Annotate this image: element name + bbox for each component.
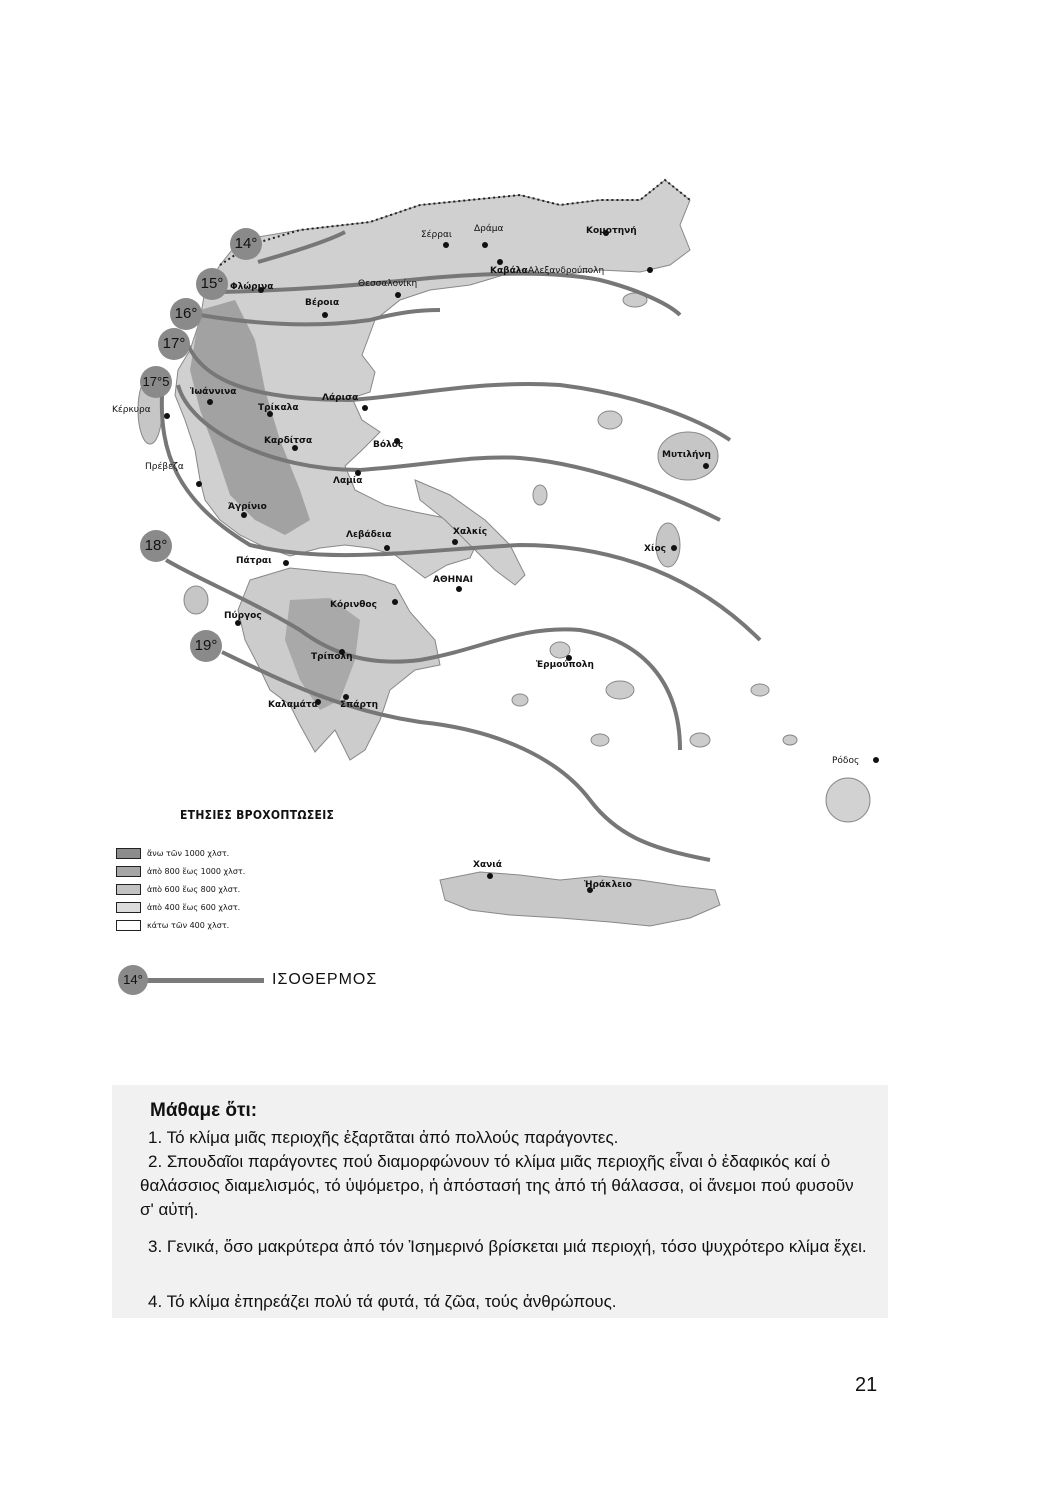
rhodes (826, 778, 870, 822)
city-label: Τρίπολη (311, 652, 353, 662)
city-label: Χαλκίς (453, 527, 488, 537)
legend-swatch (116, 902, 141, 913)
lemnos (598, 411, 622, 429)
isotherm-key-label: ΙΣΟΘΕΡΜΟΣ (272, 971, 378, 988)
zakynthos-cephalonia (184, 586, 208, 614)
city-label: Βέροια (305, 298, 340, 308)
isotherm-badge: 19° (190, 630, 222, 662)
island (690, 733, 710, 747)
legend-label: κάτω τῶν 400 χλστ. (147, 921, 230, 930)
city-label: Θεσσαλονίκη (358, 279, 418, 289)
city-label: Ἑρμούπολη (536, 660, 594, 670)
page-number: 21 (855, 1374, 878, 1396)
island (533, 485, 547, 505)
city-label: Καβάλα (490, 266, 528, 276)
isotherm-badge: 17° (158, 328, 190, 360)
island (591, 734, 609, 746)
city-label: ΑΘΗΝΑΙ (433, 575, 473, 585)
city-label: Πρέβεζα (145, 462, 184, 472)
syros (550, 642, 570, 658)
learned-title: Μάθαμε ὅτι: (150, 1100, 258, 1121)
isotherm-badge: 18° (140, 530, 172, 562)
isotherm-key (118, 965, 377, 995)
city-label: Κόρινθος (330, 600, 377, 610)
city-label: Σπάρτη (340, 700, 379, 710)
legend-label: ἀπὸ 600 ἕως 800 χλστ. (147, 885, 241, 894)
legend-item (116, 901, 240, 914)
legend-swatch (116, 920, 141, 931)
isotherm-badge: 17°5 (140, 366, 172, 398)
city-label: Χανιά (473, 860, 502, 870)
learned-point-1: 1. Τό κλίμα μιᾶς περιοχῆς ἐξαρτᾶται ἀπό πολλούς παράγοντες. (148, 1128, 619, 1147)
learned-point-3: 3. Γενικά, ὅσο μακρύτερα ἀπό τόν Ἰσημερινό βρίσκεται μιά περιοχή, τόσο ψυχρότερο κλίμα ἔχει. (148, 1237, 867, 1256)
legend-swatch (116, 884, 141, 895)
city-label: Αλεξανδρούπολη (528, 266, 605, 276)
city-label: Ρόδος (832, 756, 860, 766)
crete (440, 872, 720, 926)
legend-swatch (116, 866, 141, 877)
city-label: Καλαμάτα (268, 700, 318, 710)
legend-title: ΕΤΗΣΙΕΣ ΒΡΟΧΟΠΤΩΣΕΙΣ (180, 808, 335, 822)
isotherm-badge: 14° (230, 228, 262, 260)
city-label: Ἀγρίνιο (228, 502, 267, 512)
city-label: Λαμία (333, 476, 363, 486)
city-label: Λεβάδεια (346, 530, 392, 540)
legend-item (116, 883, 240, 896)
city-label: Καρδίτσα (264, 436, 313, 446)
naxos (606, 681, 634, 699)
city-label: Τρίκαλα (258, 403, 299, 413)
island (751, 684, 769, 696)
legend-label: ἀπὸ 800 ἕως 1000 χλστ. (147, 867, 246, 876)
city-label: Χίος (644, 544, 666, 554)
city-label: Μυτιλήνη (662, 450, 711, 460)
legend-item (116, 847, 229, 860)
city-label: Δράμα (474, 224, 504, 234)
city-label: Βόλος (373, 440, 404, 450)
city-label: Κομοτηνή (586, 226, 637, 236)
legend-item (116, 919, 229, 932)
legend-swatch (116, 848, 141, 859)
learned-point-2: 2. Σπουδαῖοι παράγοντες πού διαμορφώνουν τό κλίμα μιᾶς περιοχῆς εἶναι ὁ ἐδαφικός καί ὁ θαλάσσιος διαμελισμός, τό ὑψόμετρο, ἡ ἀπόστασή της ἀπό τή θάλασσα, οἱ ἄνεμοι πού φυσοῦν σ' αὐτή. (140, 1152, 854, 1219)
city-label: Σέρραι (421, 230, 452, 240)
city-label: Πάτραι (236, 556, 272, 566)
city-label: Φλώρινα (230, 282, 274, 292)
city-label: Πύργος (224, 611, 262, 621)
legend-label: ἄνω τῶν 1000 χλστ. (147, 849, 230, 858)
island (783, 735, 797, 745)
isotherm-key-badge: 14° (118, 965, 148, 995)
legend-label: ἀπὸ 400 ἕως 600 χλστ. (147, 903, 241, 912)
learned-point-4: 4. Τό κλίμα ἐπηρεάζει πολύ τά φυτά, τά ζῶα, τούς ἀνθρώπους. (148, 1292, 617, 1311)
isotherm-badge: 16° (170, 298, 202, 330)
city-label: Κέρκυρα (112, 405, 151, 415)
city-label: Ἰωάννινα (190, 387, 237, 397)
isotherm-key-line (146, 978, 264, 983)
city-label: Λάρισα (322, 393, 359, 403)
legend-item (116, 865, 245, 878)
isotherm-badge: 15° (196, 268, 228, 300)
city-label: Ἡράκλειο (584, 880, 632, 890)
island (512, 694, 528, 706)
